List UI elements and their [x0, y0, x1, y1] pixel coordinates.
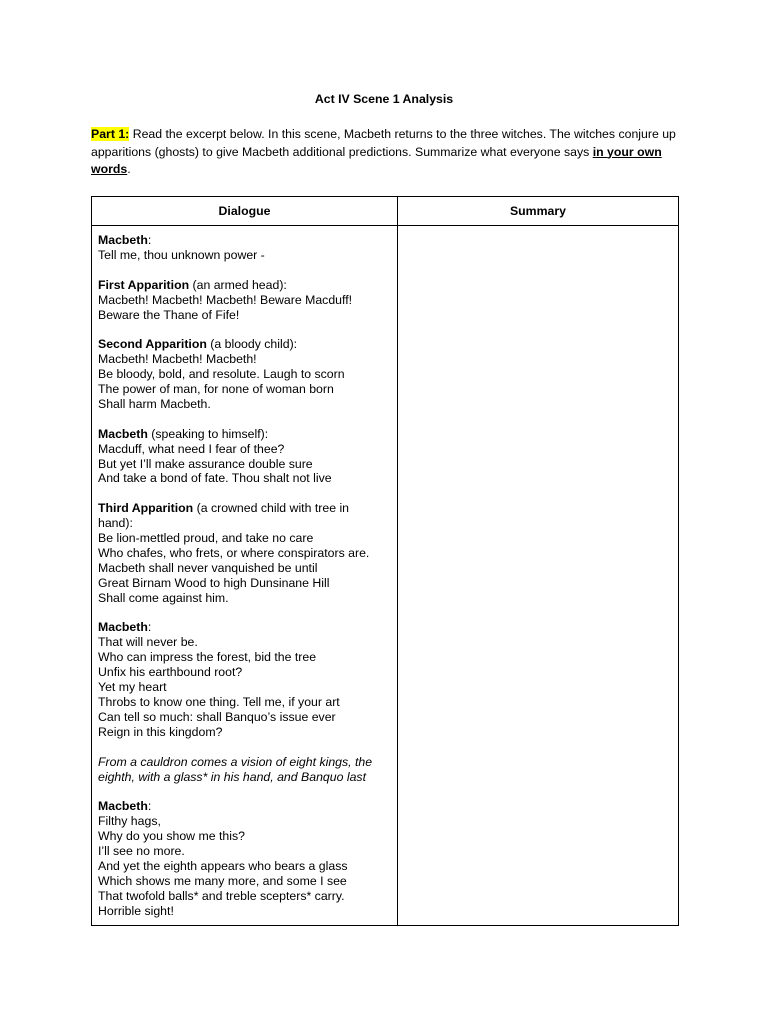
dialogue-block	[98, 501, 391, 605]
speaker-note: :	[147, 799, 152, 814]
dialogue-header: Dialogue	[92, 197, 398, 226]
speaker-note: (an armed head):	[189, 277, 287, 292]
dialogue-line: Macbeth! Macbeth! Macbeth! Beware Macduff!	[98, 292, 353, 307]
dialogue-block	[98, 233, 391, 263]
instructions-text: Read the excerpt below. In this scene, Macbeth returns to the three witches. The witches conjure up apparitions (ghosts) to give Macbeth additional predictions. Summarize what everyone says	[91, 127, 676, 159]
instructions-end: .	[127, 162, 131, 176]
speaker-line	[98, 233, 391, 248]
instructions	[91, 126, 681, 179]
dialogue-line: Tell me, thou unknown power -	[98, 247, 265, 262]
dialogue-line: Beware the Thane of Fife!	[98, 307, 240, 322]
speaker-name: Macbeth	[98, 799, 148, 814]
summary-header: Summary	[398, 197, 679, 226]
speaker-name: Second Apparition	[98, 337, 207, 352]
dialogue-line: Who chafes, who frets, or where conspirators are.	[98, 545, 370, 560]
dialogue-line: I’ll see no more.	[98, 844, 185, 859]
dialogue-line: The power of man, for none of woman born	[98, 382, 334, 397]
table-row	[92, 226, 679, 926]
dialogue-line: Be bloody, bold, and resolute. Laugh to scorn	[98, 367, 345, 382]
dialogue-line: hand):	[98, 516, 133, 531]
dialogue-line: Be lion-mettled proud, and take no care	[98, 531, 314, 546]
dialogue-block	[98, 755, 391, 785]
stage-direction-line: From a cauldron comes a vision of eight kings, the	[98, 754, 373, 769]
speaker-line	[98, 501, 391, 516]
dialogue-line: But yet I’ll make assurance double sure	[98, 456, 313, 471]
dialogue-line: Shall come against him.	[98, 590, 229, 605]
speaker-line	[98, 427, 391, 442]
speaker-line	[98, 620, 391, 635]
speaker-name: Macbeth	[98, 426, 148, 441]
speaker-note: :	[147, 620, 152, 635]
dialogue-line: Why do you show me this?	[98, 829, 245, 844]
dialogue-line: Who can impress the forest, bid the tree	[98, 650, 317, 665]
dialogue-line: Shall harm Macbeth.	[98, 396, 211, 411]
dialogue-line: Reign in this kingdom?	[98, 724, 223, 739]
dialogue-block	[98, 278, 391, 323]
speaker-line	[98, 799, 391, 814]
instructions-emphasis: in your own words	[91, 144, 662, 176]
dialogue-block	[98, 337, 391, 412]
speaker-name: First Apparition	[98, 277, 190, 292]
speaker-note: :	[147, 233, 152, 247]
speaker-name: Macbeth	[98, 233, 148, 247]
dialogue-cell	[92, 226, 398, 926]
dialogue-line: Great Birnam Wood to high Dunsinane Hill	[98, 575, 330, 590]
dialogue-block	[98, 620, 391, 739]
dialogue-line: Throbs to know one thing. Tell me, if your art	[98, 695, 340, 710]
speaker-note: (a crowned child with tree in	[193, 501, 350, 516]
summary-cell[interactable]	[398, 226, 679, 926]
dialogue-line: Which shows me many more, and some I see	[98, 873, 347, 888]
speaker-name: Third Apparition	[98, 501, 194, 516]
speaker-note: (speaking to himself):	[147, 426, 269, 441]
speaker-line	[98, 278, 391, 293]
dialogue-line: Macbeth shall never vanquished be until	[98, 560, 318, 575]
dialogue-line: Yet my heart	[98, 680, 167, 695]
dialogue-line: Unfix his earthbound root?	[98, 665, 243, 680]
dialogue-line: Macduff, what need I fear of thee?	[98, 441, 285, 456]
dialogue-line: Can tell so much: shall Banquo’s issue ever	[98, 709, 336, 724]
dialogue-block	[98, 799, 391, 918]
table-header-row	[92, 197, 679, 226]
part-label: Part 1:	[91, 127, 130, 141]
speaker-note: (a bloody child):	[206, 337, 298, 352]
dialogue-line: That twofold balls* and treble scepters* carry.	[98, 888, 345, 903]
page-title: Act IV Scene 1 Analysis	[314, 92, 454, 106]
dialogue-block	[98, 427, 391, 487]
speaker-name: Macbeth	[98, 620, 148, 635]
dialogue-line: And yet the eighth appears who bears a glass	[98, 858, 348, 873]
dialogue-line: Macbeth! Macbeth! Macbeth!	[98, 352, 257, 367]
dialogue-line: And take a bond of fate. Thou shalt not live	[98, 471, 332, 486]
speaker-line	[98, 337, 391, 352]
dialogue-line: Horrible sight!	[98, 903, 174, 918]
dialogue-table	[91, 196, 679, 926]
dialogue-line: Filthy hags,	[98, 814, 161, 829]
dialogue-line: That will never be.	[98, 635, 198, 650]
stage-direction-line: eighth, with a glass* in his hand, and Banquo last	[98, 769, 366, 784]
